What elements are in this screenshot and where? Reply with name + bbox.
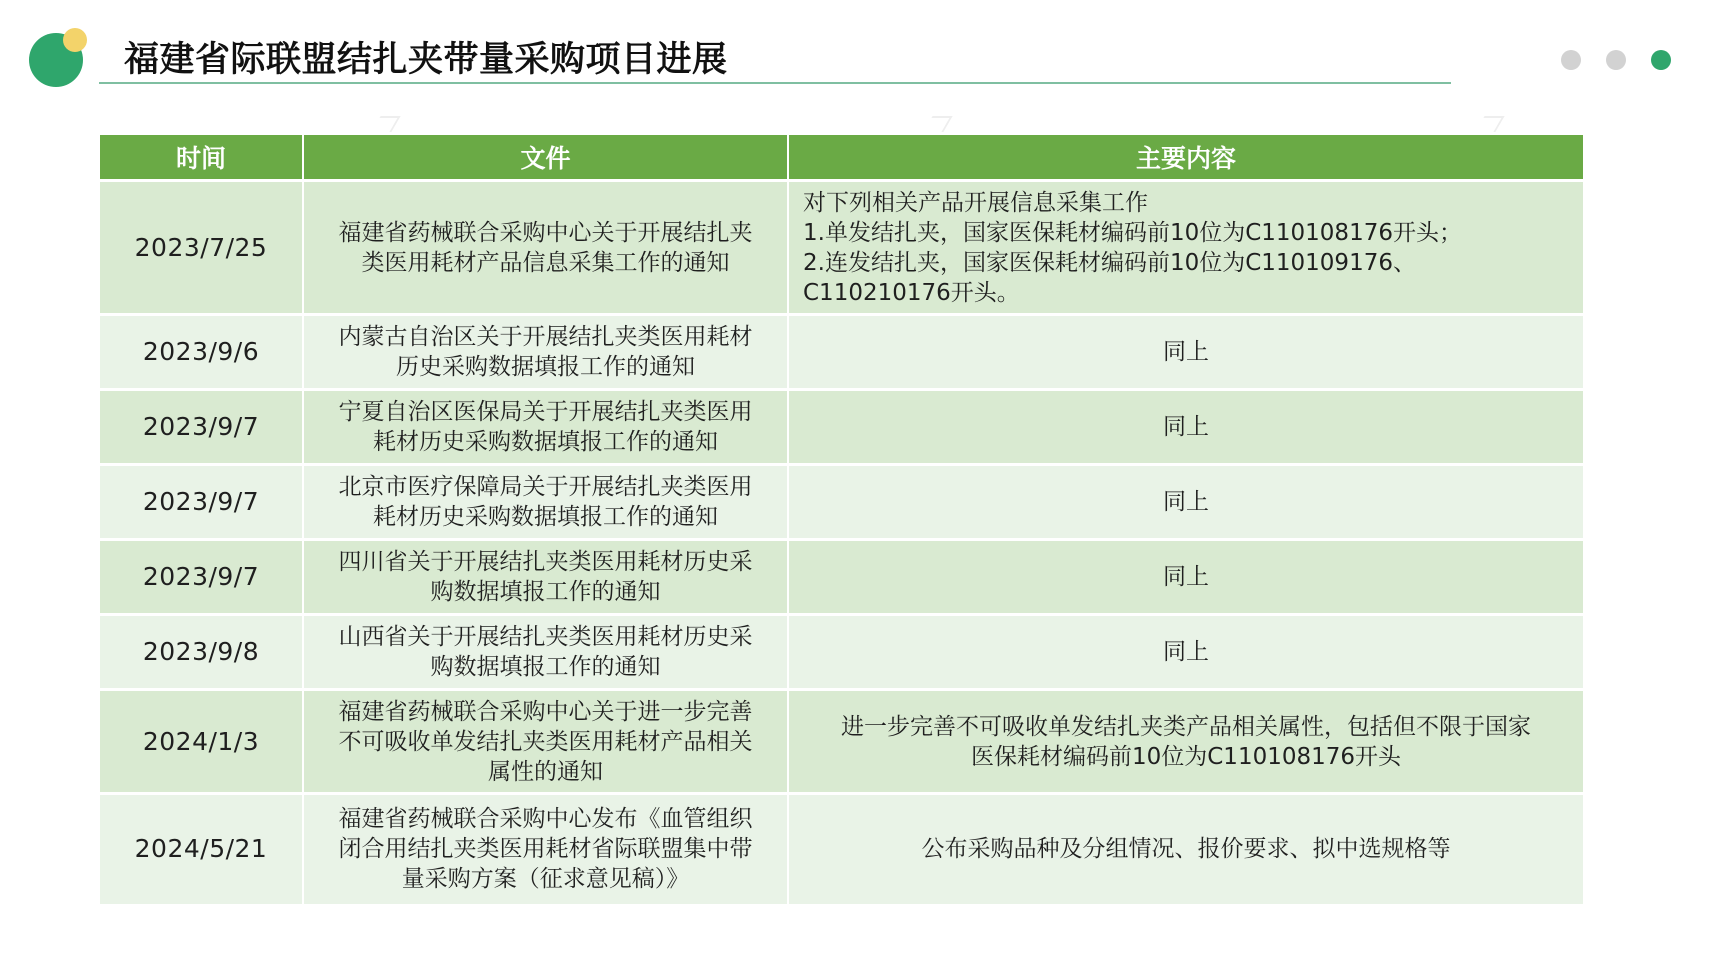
cell-file-line: 量采购方案（征求意见稿）》 [401, 866, 690, 893]
cell-file-line: 宁夏自治区医保局关于开展结扎夹类医用 [338, 399, 753, 425]
table-row [100, 690, 1583, 794]
cell-content-line: 同上 [1163, 339, 1209, 365]
cell-file [303, 315, 788, 390]
table-row [100, 315, 1583, 390]
cell-file-line: 福建省药械联合采购中心关于进一步完善 [338, 698, 753, 725]
title-divider [99, 82, 1451, 84]
decorative-mark [371, 116, 400, 132]
cell-content-line: 2.连发结扎夹，国家医保耗材编码前10位为C110109176、 [803, 249, 1416, 276]
table-row [100, 390, 1583, 465]
cell-file-line: 不可吸收单发结扎夹类医用耗材产品相关 [338, 728, 753, 755]
logo-circle-small [63, 28, 87, 52]
cell-file [303, 615, 788, 690]
progress-table [100, 135, 1583, 904]
cell-file [303, 390, 788, 465]
cell-file [303, 794, 788, 904]
indicator-dot-3-active [1651, 50, 1671, 70]
indicator-dot-1 [1561, 50, 1581, 70]
cell-file-line: 购数据填报工作的通知 [430, 579, 661, 605]
header-file: 文件 [303, 135, 788, 181]
cell-file-line: 耗材历史采购数据填报工作的通知 [373, 429, 718, 455]
cell-file [303, 690, 788, 794]
cell-content [788, 315, 1583, 390]
cell-content-line: 医保耗材编码前10位为C110108176开头 [970, 743, 1402, 770]
cell-content [788, 465, 1583, 540]
cell-content [788, 181, 1583, 315]
cell-content [788, 540, 1583, 615]
cell-content-line: 公布采购品种及分组情况、报价要求、拟中选规格等 [921, 836, 1451, 863]
cell-date: 2023/9/7 [100, 465, 303, 540]
cell-date: 2023/9/7 [100, 540, 303, 615]
slide-indicator [1561, 50, 1671, 70]
cell-content-line: 同上 [1163, 639, 1209, 665]
cell-content [788, 390, 1583, 465]
cell-date: 2024/1/3 [100, 690, 303, 794]
cell-file [303, 540, 788, 615]
table-row [100, 794, 1583, 904]
cell-file-line: 属性的通知 [488, 758, 603, 785]
logo-icon [29, 33, 83, 87]
cell-file-line: 北京市医疗保障局关于开展结扎夹类医用 [338, 474, 753, 500]
cell-date: 2023/7/25 [100, 181, 303, 315]
cell-content [788, 615, 1583, 690]
cell-content-line: 同上 [1163, 414, 1209, 440]
cell-file-line: 山西省关于开展结扎夹类医用耗材历史采 [338, 624, 753, 650]
cell-file-line: 内蒙古自治区关于开展结扎夹类医用耗材 [338, 324, 753, 350]
cell-date: 2023/9/7 [100, 390, 303, 465]
cell-file [303, 465, 788, 540]
decorative-mark [923, 116, 952, 132]
cell-date: 2023/9/8 [100, 615, 303, 690]
header-content: 主要内容 [788, 135, 1583, 181]
decorative-mark [1475, 116, 1504, 132]
cell-file-line: 福建省药械联合采购中心关于开展结扎夹 [338, 219, 753, 246]
header-date: 时间 [100, 135, 303, 181]
cell-file [303, 181, 788, 315]
cell-content-line: C110210176开头。 [803, 279, 1020, 306]
table-row [100, 615, 1583, 690]
cell-content-line: 同上 [1163, 489, 1209, 515]
cell-file-line: 购数据填报工作的通知 [430, 654, 661, 680]
page-title: 福建省际联盟结扎夹带量采购项目进展 [124, 40, 728, 80]
cell-date: 2024/5/21 [100, 794, 303, 904]
cell-content [788, 794, 1583, 904]
cell-file-line: 类医用耗材产品信息采集工作的通知 [361, 249, 730, 276]
cell-file-line: 四川省关于开展结扎夹类医用耗材历史采 [338, 549, 753, 575]
table-row [100, 540, 1583, 615]
cell-content-line: 1.单发结扎夹，国家医保耗材编码前10位为C110108176开头； [803, 219, 1462, 246]
indicator-dot-2 [1606, 50, 1626, 70]
cell-content-line: 进一步完善不可吸收单发结扎夹类产品相关属性，包括但不限于国家 [841, 713, 1531, 740]
table-header-row [100, 135, 1583, 181]
table-row [100, 465, 1583, 540]
cell-file-line: 福建省药械联合采购中心发布《血管组织 [338, 806, 753, 833]
table-body [100, 181, 1583, 904]
cell-file-line: 耗材历史采购数据填报工作的通知 [373, 504, 718, 530]
cell-content [788, 690, 1583, 794]
cell-file-line: 闭合用结扎夹类医用耗材省际联盟集中带 [338, 836, 753, 863]
cell-file-line: 历史采购数据填报工作的通知 [396, 354, 695, 380]
table-row [100, 181, 1583, 315]
cell-content-line: 同上 [1163, 564, 1209, 590]
cell-date: 2023/9/6 [100, 315, 303, 390]
cell-content-line: 对下列相关产品开展信息采集工作 [803, 189, 1148, 216]
